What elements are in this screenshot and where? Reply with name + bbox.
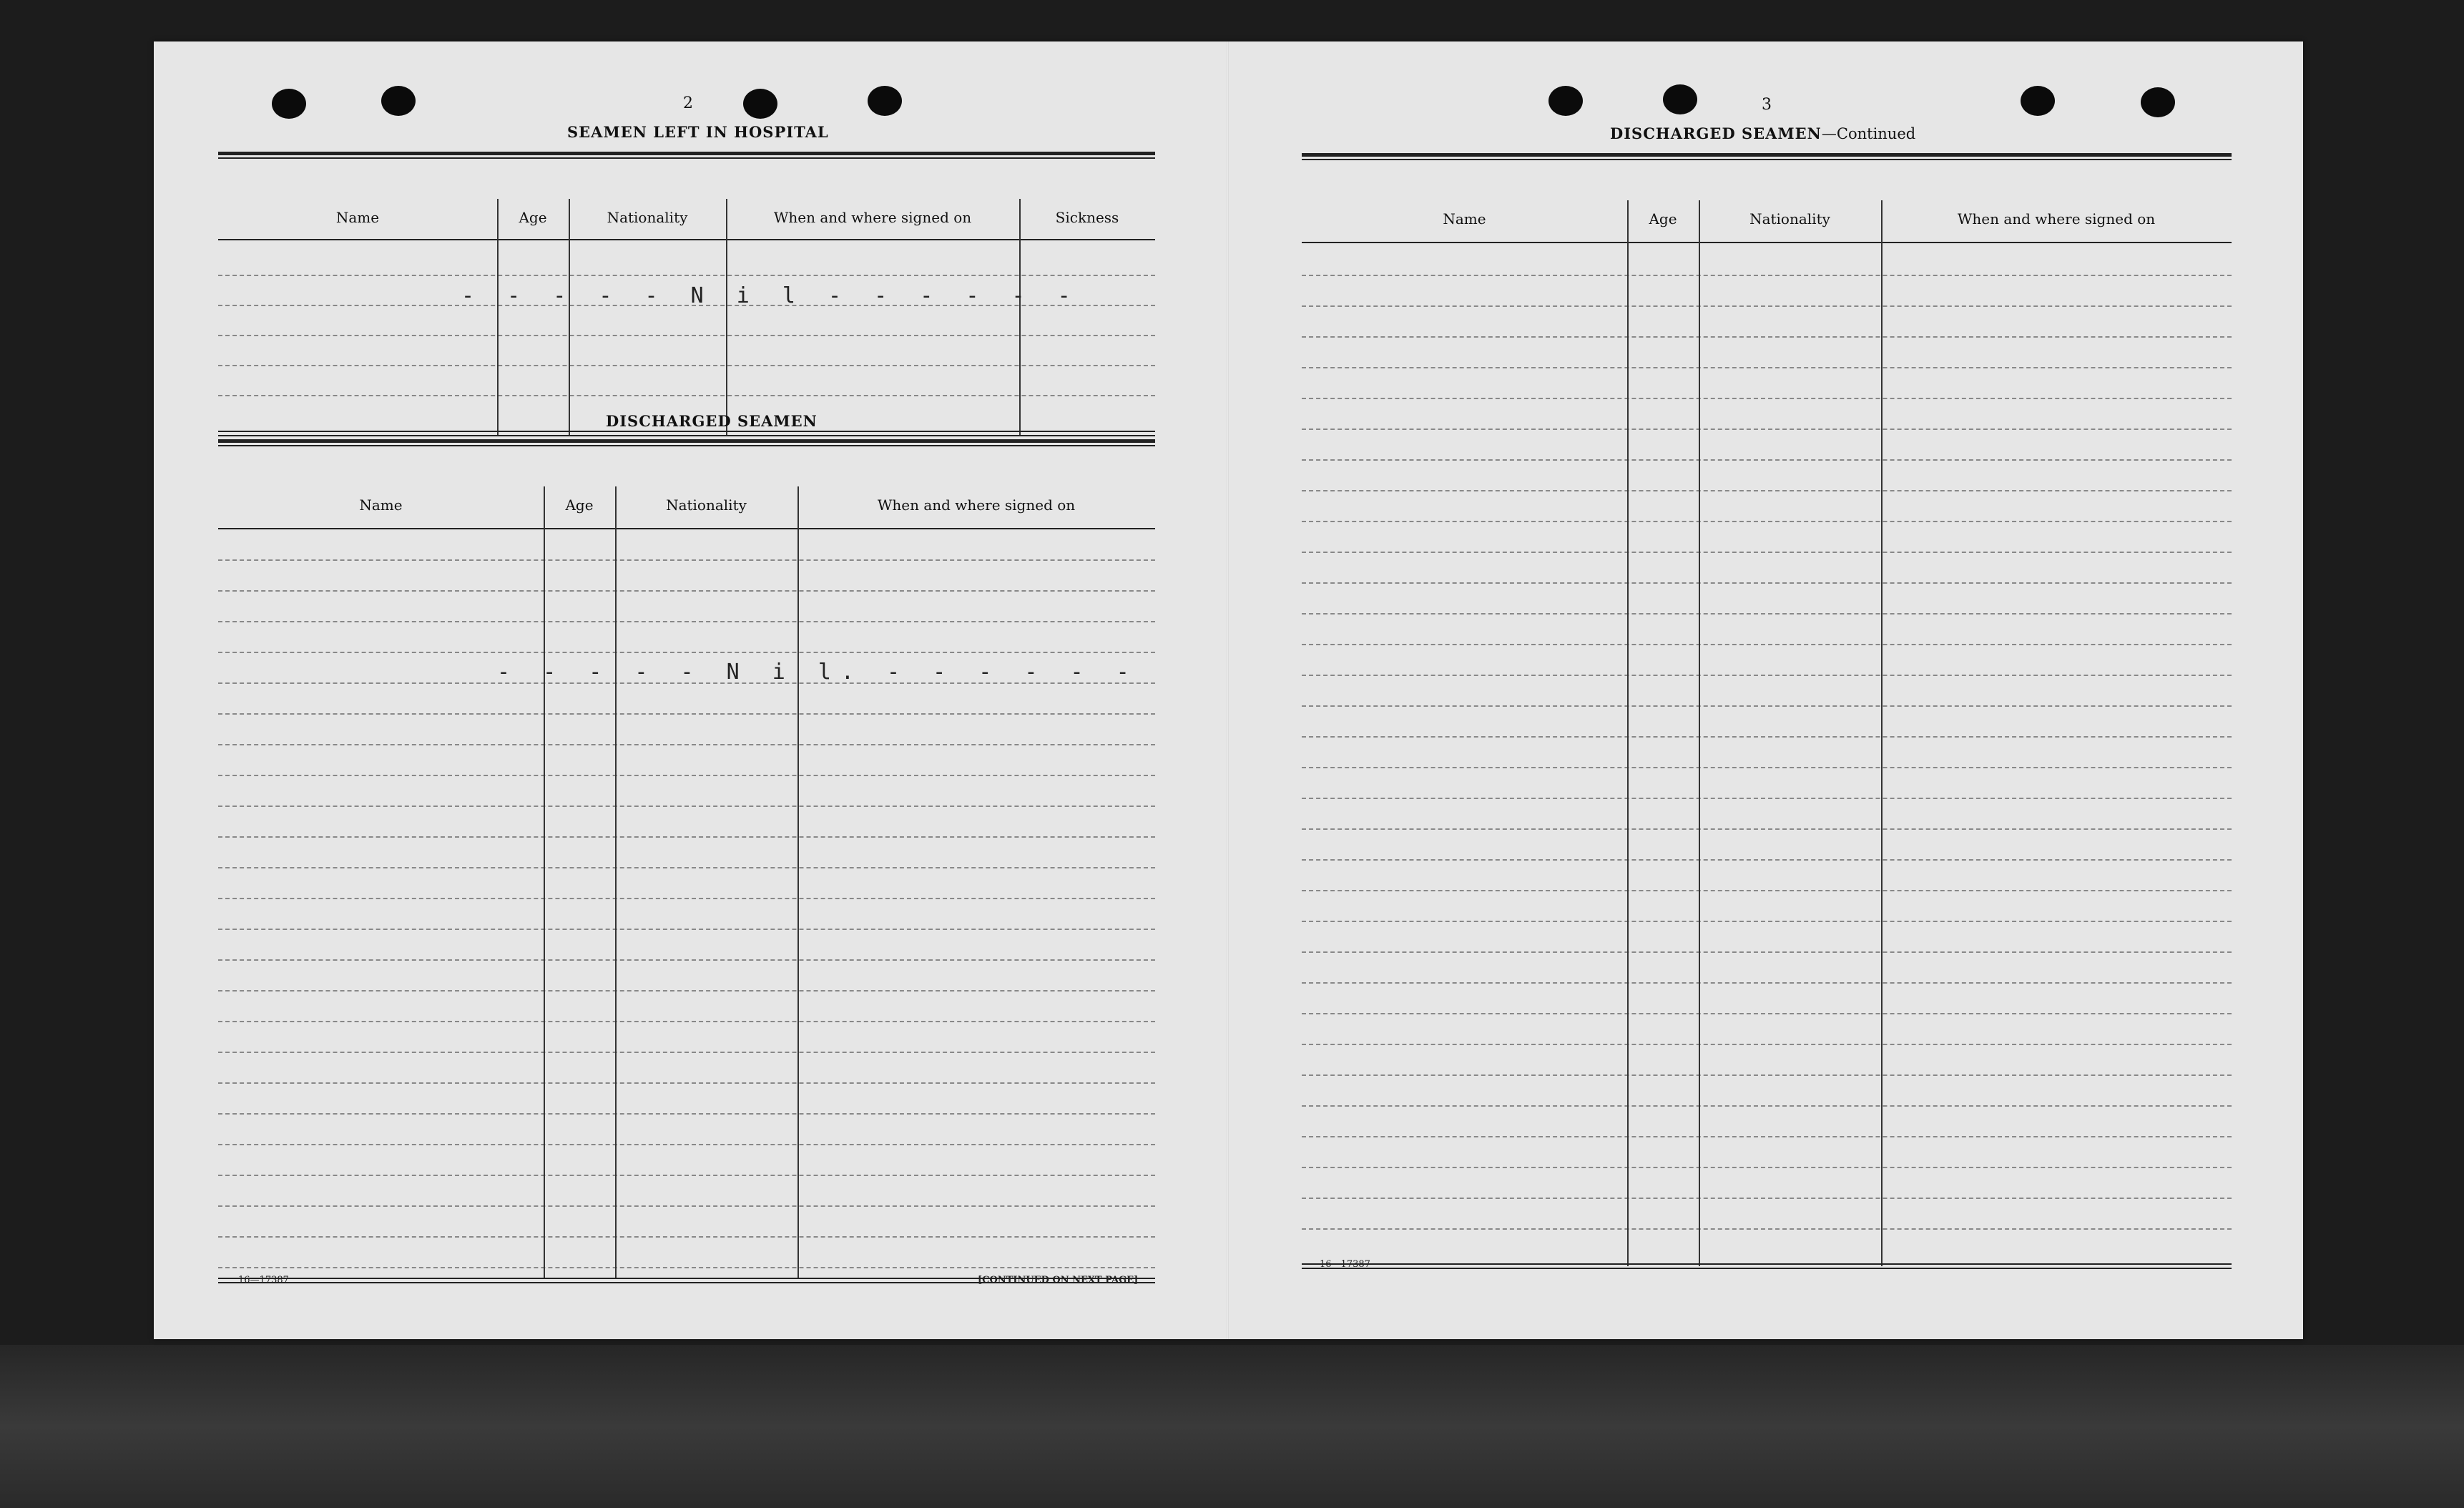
ruled-line [218,1052,1155,1053]
column-divider [1019,199,1021,435]
ruled-line [1302,644,2232,645]
typed-entry-nil: - - - - - N i l - - - - - - [461,283,1081,308]
ruled-line [1302,1013,2232,1014]
ruled-line [218,898,1155,899]
column-header-signed-on: When and where signed on [773,209,972,226]
table-rule [218,439,1155,443]
table-rule [1302,1268,2232,1269]
punch-hole [381,86,416,116]
column-header-sickness: Sickness [1055,209,1119,226]
ruled-line [218,559,1155,561]
ruled-line [218,1205,1155,1207]
column-divider [1627,200,1629,1266]
column-header-age: Age [565,496,594,514]
ruled-line [1302,305,2232,307]
ruled-line [1302,582,2232,584]
column-divider [726,199,727,435]
column-divider [615,486,617,1278]
column-divider [1881,200,1883,1266]
ruled-line [218,806,1155,807]
ruled-line [1302,798,2232,799]
ruled-line [1302,890,2232,891]
punch-hole [272,89,306,119]
column-divider [797,486,799,1278]
column-header-nationality: Nationality [607,209,688,226]
ruled-line [1302,921,2232,922]
ruled-line [218,1267,1155,1268]
ruled-line [218,1236,1155,1238]
column-header-name: Name [335,209,380,226]
ruled-line [1302,1074,2232,1076]
column-header-nationality: Nationality [666,496,747,514]
ruled-line [218,1021,1155,1022]
ruled-line [218,621,1155,622]
table-rule [218,431,1155,432]
ruled-line [1302,336,2232,338]
column-divider [569,199,570,435]
ruled-line [1302,951,2232,953]
ruled-line [1302,367,2232,368]
section-title-text: DISCHARGED SEAMEN [1610,124,1822,142]
ruled-line [218,836,1155,838]
column-header-name: Name [359,496,403,514]
continued-note: [CONTINUED ON NEXT PAGE] [978,1275,1139,1286]
punch-hole [1548,86,1583,116]
header-rule [1302,242,2232,243]
ruled-line [1302,767,2232,768]
punch-hole [743,89,777,119]
ruled-line [1302,275,2232,276]
section-title: DISCHARGED SEAMEN [606,412,818,430]
table-rule [218,435,1155,436]
punch-hole [1663,84,1697,114]
ruled-line [1302,859,2232,861]
table-rule [1302,1263,2232,1265]
ruled-line [1302,490,2232,491]
ruled-line [1302,1167,2232,1168]
ruled-line [218,275,1155,276]
ruled-line [1302,828,2232,830]
ruled-line [218,867,1155,868]
ruled-line [218,1113,1155,1115]
ruled-line [1302,398,2232,399]
column-header-signed-on: When and where signed on [877,496,1076,514]
ruled-line [1302,736,2232,738]
ruled-line [218,1144,1155,1145]
column-header-nationality: Nationality [1749,210,1830,227]
ruled-line [218,335,1155,336]
table-rule [1302,159,2232,160]
ruled-line [218,713,1155,715]
ruled-line [1302,705,2232,707]
hospital-table [218,152,1155,438]
punch-hole [2141,87,2175,117]
ruled-line [218,990,1155,992]
ruled-line [1302,1228,2232,1230]
ruled-line [218,395,1155,396]
page-fold [1227,41,1229,1339]
page-number: 2 [683,94,693,112]
punch-hole [868,86,902,116]
header-rule [218,239,1155,240]
header-rule [218,528,1155,529]
column-header-signed-on: When and where signed on [1957,210,2156,227]
typed-entry-nil: - - - - - N i l. - - - - - - [497,660,1139,685]
discharged-table [218,439,1155,1305]
ruled-line [218,365,1155,366]
ruled-line [1302,521,2232,522]
table-rule [218,157,1155,159]
ruled-line [1302,613,2232,615]
ruled-line [1302,1198,2232,1199]
ruled-line [1302,1044,2232,1045]
page-number: 3 [1762,96,1772,114]
form-number: 16—17387 [1320,1259,1370,1270]
ruled-line [1302,1105,2232,1107]
ruled-line [1302,1136,2232,1137]
document-page [154,41,2303,1339]
table-rule [218,445,1155,446]
column-header-age: Age [1649,210,1677,227]
ruled-line [218,1082,1155,1084]
column-header-name: Name [1443,210,1486,227]
table-rule [218,152,1155,155]
table-rule [1302,153,2232,157]
scan-background [0,1345,2464,1508]
ruled-line [1302,429,2232,430]
ruled-line [218,959,1155,961]
column-header-age: Age [519,209,547,226]
ruled-line [218,652,1155,653]
discharged-continued-table [1302,153,2232,1298]
ruled-line [218,744,1155,745]
ruled-line [1302,459,2232,461]
column-divider [1699,200,1700,1266]
ruled-line [1302,552,2232,553]
column-divider [497,199,499,435]
ruled-line [218,929,1155,930]
ruled-line [1302,675,2232,676]
section-title-suffix: —Continued [1821,125,1916,142]
ruled-line [218,1175,1155,1176]
section-title [1610,124,1915,142]
ruled-line [1302,982,2232,984]
section-title: SEAMEN LEFT IN HOSPITAL [567,123,829,141]
ruled-line [218,590,1155,592]
column-divider [544,486,545,1278]
form-number: 16—17387 [238,1275,289,1286]
ruled-line [218,775,1155,776]
punch-hole [2021,86,2055,116]
